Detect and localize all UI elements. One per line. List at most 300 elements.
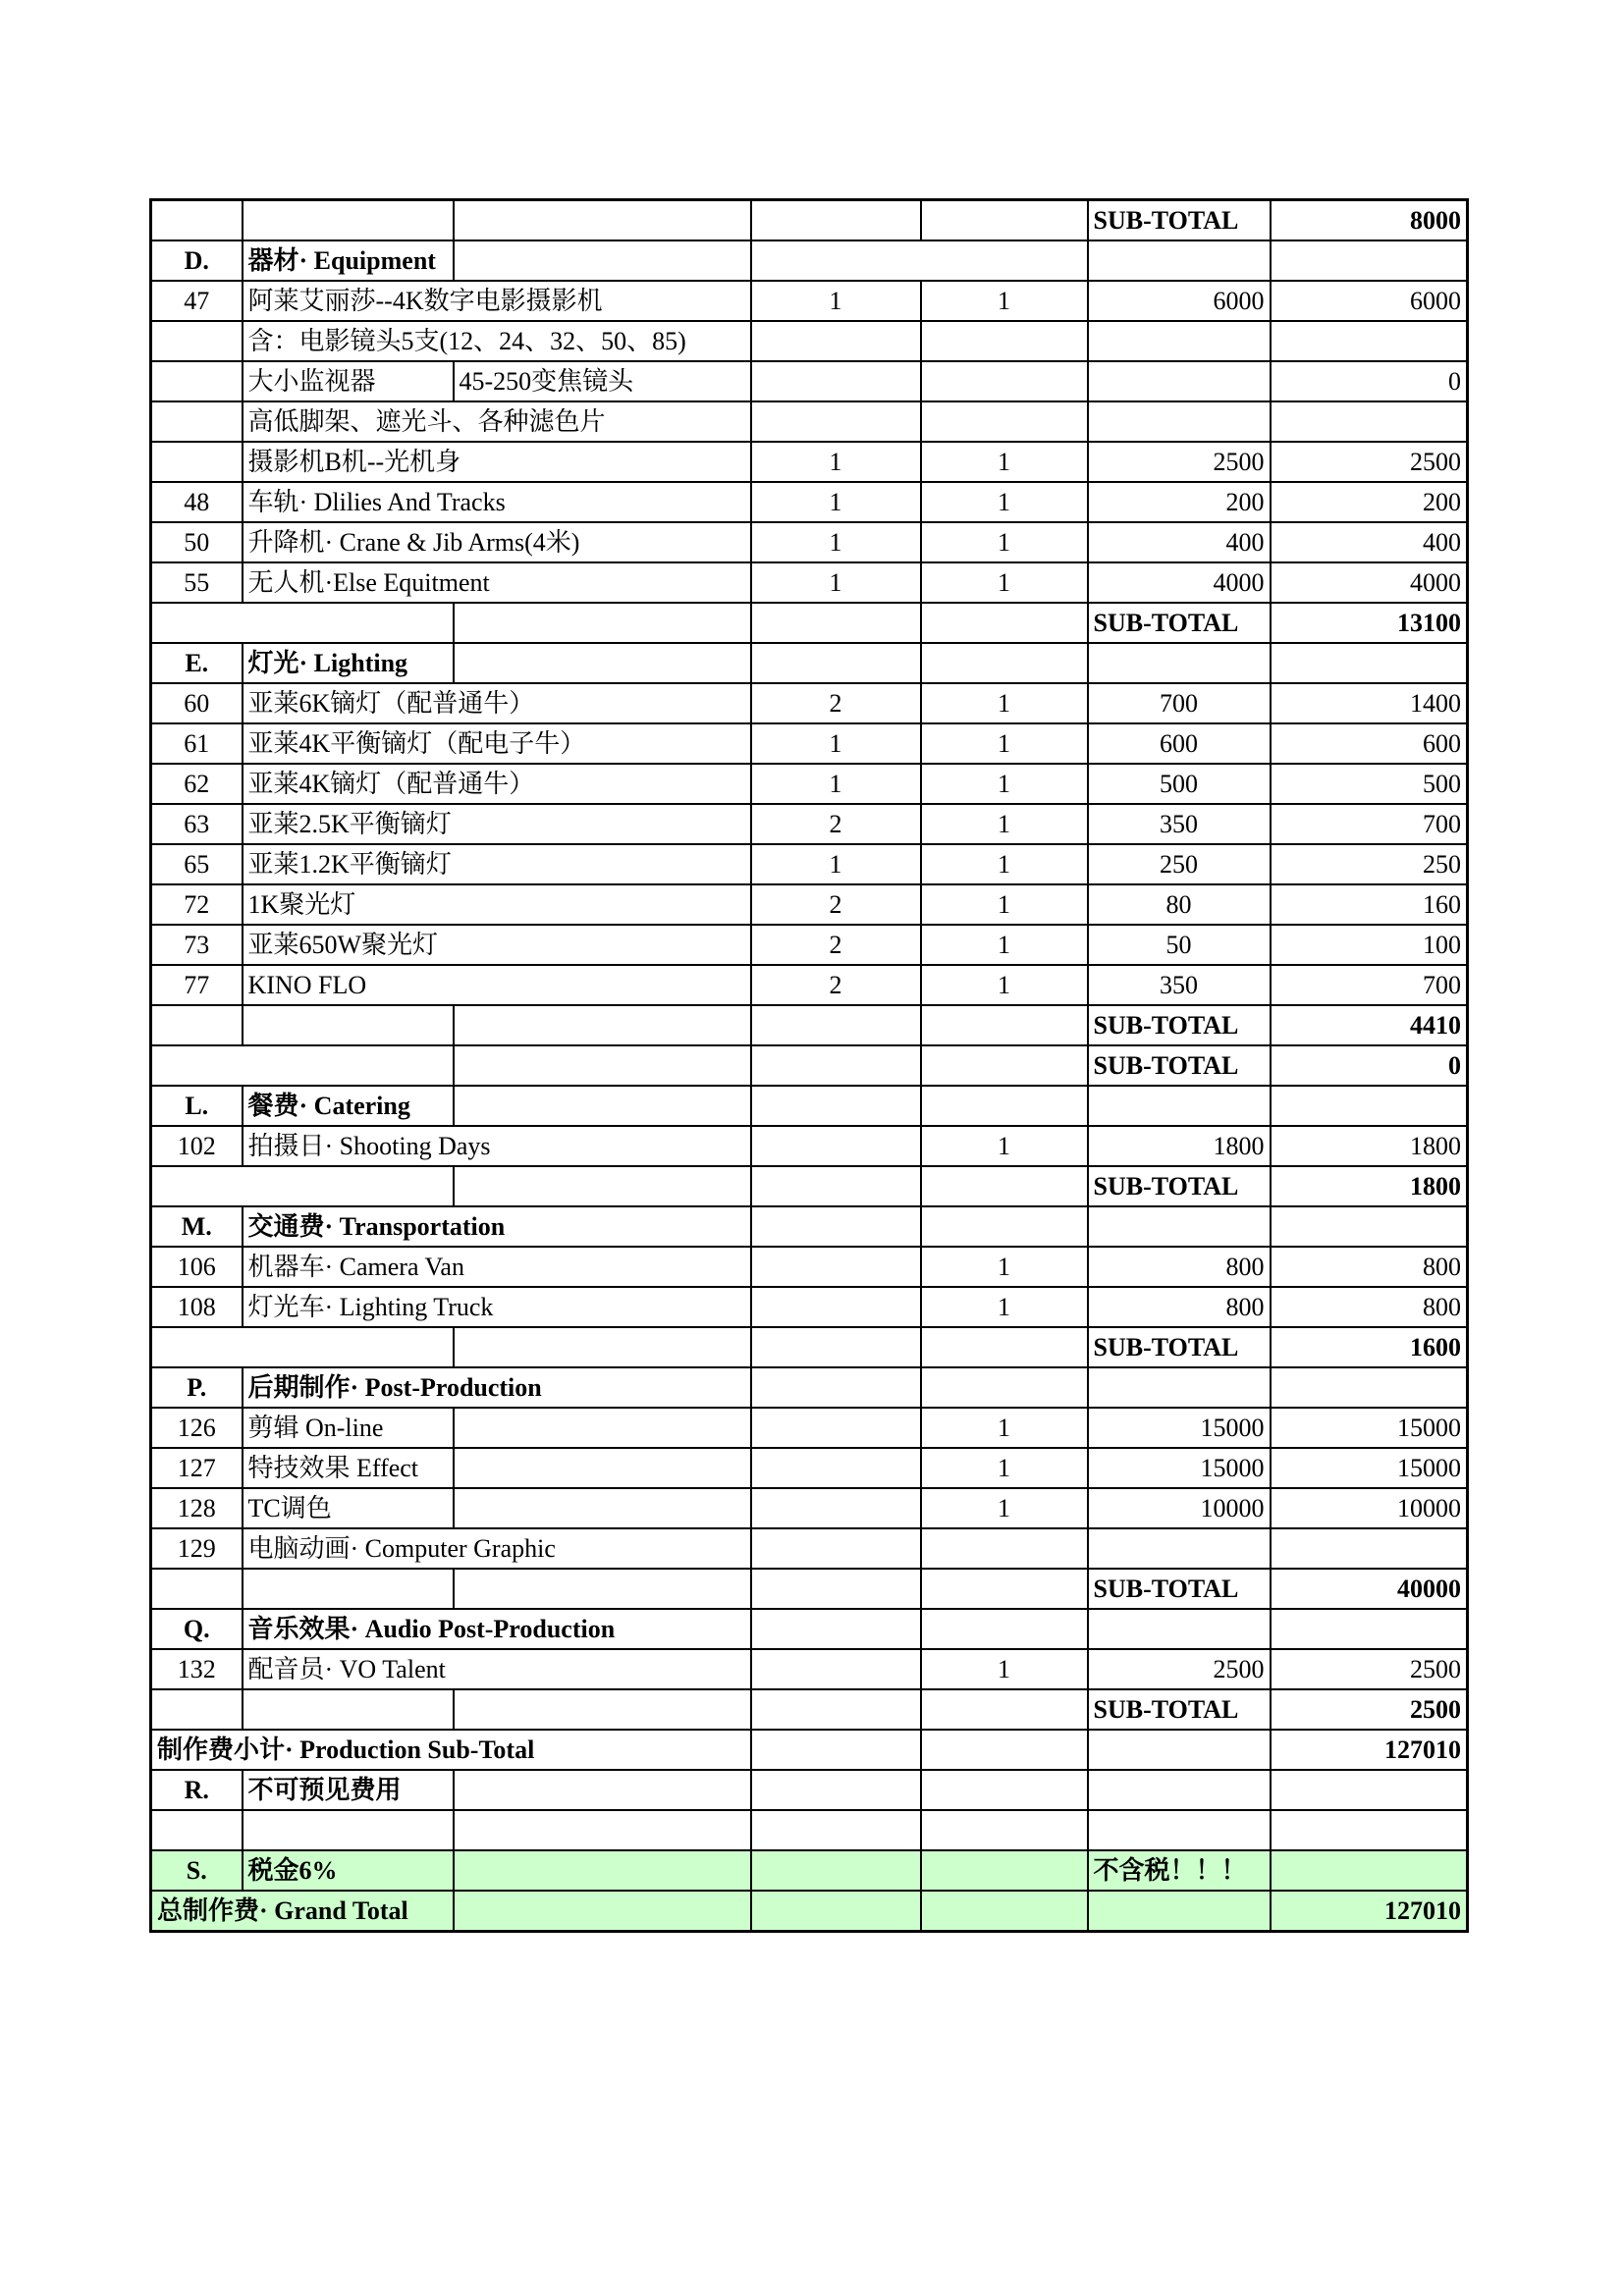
table-row [151, 1408, 1468, 1448]
table-cell: L. [151, 1086, 243, 1126]
table-cell [151, 1689, 243, 1730]
table-cell [751, 1689, 921, 1730]
table-cell: 1 [921, 1448, 1088, 1488]
table-row [151, 1166, 1468, 1206]
table-cell [921, 401, 1088, 442]
table-cell: 1 [921, 281, 1088, 321]
table-cell [751, 1005, 921, 1045]
table-cell: 音乐效果· Audio Post-Production [243, 1609, 751, 1649]
budget-table [149, 198, 1469, 1933]
table-cell [1271, 401, 1468, 442]
table-cell [751, 1327, 921, 1367]
table-cell [921, 1689, 1088, 1730]
table-cell: 1 [751, 562, 921, 603]
table-cell [454, 240, 751, 281]
table-cell: 大小监视器 [243, 361, 454, 401]
table-cell: 2 [751, 884, 921, 925]
table-cell [454, 643, 751, 683]
table-cell [751, 1609, 921, 1649]
table-cell [751, 321, 921, 361]
table-cell [151, 1005, 243, 1045]
table-cell: 60 [151, 683, 243, 723]
table-cell: 40000 [1271, 1569, 1468, 1609]
table-cell [151, 1810, 243, 1850]
table-cell [1271, 1810, 1468, 1850]
table-cell: 1 [921, 683, 1088, 723]
table-cell: 1 [751, 281, 921, 321]
table-cell: 亚莱6K镝灯（配普通牛） [243, 683, 751, 723]
table-cell: 4410 [1271, 1005, 1468, 1045]
table-cell: 2500 [1271, 1689, 1468, 1730]
table-row [151, 1206, 1468, 1247]
table-cell: 制作费小计· Production Sub-Total [151, 1730, 751, 1770]
table-cell [454, 1850, 751, 1891]
table-cell: 交通费· Transportation [243, 1206, 751, 1247]
table-cell: 2500 [1088, 442, 1271, 482]
table-cell: 税金6% [243, 1850, 454, 1891]
table-cell [921, 1045, 1088, 1086]
table-cell: 1 [921, 1247, 1088, 1287]
table-cell [1088, 643, 1271, 683]
table-cell: 108 [151, 1287, 243, 1327]
table-cell [751, 1247, 921, 1287]
table-cell: 车轨· Dlilies And Tracks [243, 482, 751, 522]
table-cell: 47 [151, 281, 243, 321]
table-cell [1088, 1528, 1271, 1569]
table-row [151, 925, 1468, 965]
table-cell: 1 [751, 844, 921, 884]
table-cell: 1 [921, 965, 1088, 1005]
table-cell: 2500 [1088, 1649, 1271, 1689]
table-cell: 800 [1088, 1287, 1271, 1327]
table-cell [921, 1850, 1088, 1891]
table-cell: 100 [1271, 925, 1468, 965]
table-cell [243, 200, 454, 241]
table-cell: M. [151, 1206, 243, 1247]
table-cell [921, 1609, 1088, 1649]
table-cell: 1 [921, 442, 1088, 482]
table-cell: 2 [751, 804, 921, 844]
table-cell: 1 [921, 1408, 1088, 1448]
table-cell [751, 200, 921, 241]
table-cell [151, 361, 243, 401]
table-cell [454, 1448, 751, 1488]
table-cell: 器材· Equipment [243, 240, 454, 281]
table-row [151, 1730, 1468, 1770]
table-cell [1088, 321, 1271, 361]
table-cell [921, 1367, 1088, 1408]
table-cell [1088, 1367, 1271, 1408]
table-cell [1088, 1810, 1271, 1850]
table-row [151, 1126, 1468, 1166]
table-cell [1088, 1086, 1271, 1126]
table-cell [751, 1287, 921, 1327]
table-row [151, 442, 1468, 482]
table-cell [151, 200, 243, 241]
table-row [151, 1569, 1468, 1609]
table-cell [921, 1086, 1088, 1126]
table-cell [151, 1327, 454, 1367]
table-cell: 15000 [1271, 1448, 1468, 1488]
table-cell: 剪辑 On-line [243, 1408, 454, 1448]
table-cell: 1800 [1088, 1126, 1271, 1166]
table-row [151, 603, 1468, 643]
table-cell: 1400 [1271, 683, 1468, 723]
table-cell [921, 603, 1088, 643]
table-cell [751, 603, 921, 643]
table-cell: 1 [921, 764, 1088, 804]
table-cell: 132 [151, 1649, 243, 1689]
table-cell: 亚莱650W聚光灯 [243, 925, 751, 965]
table-cell [921, 321, 1088, 361]
budget-table-body [151, 200, 1468, 1932]
table-cell [454, 1327, 751, 1367]
table-cell: Q. [151, 1609, 243, 1649]
table-cell: 亚莱1.2K平衡镝灯 [243, 844, 751, 884]
table-cell [1271, 321, 1468, 361]
table-cell: 摄影机B机--光机身 [243, 442, 751, 482]
table-cell: 128 [151, 1488, 243, 1528]
table-cell [751, 401, 921, 442]
table-cell [151, 603, 454, 643]
table-cell: 1 [921, 804, 1088, 844]
table-cell: 200 [1088, 482, 1271, 522]
table-cell: 200 [1271, 482, 1468, 522]
table-row [151, 884, 1468, 925]
table-cell [921, 1891, 1088, 1932]
table-cell: 不含税！！！ [1088, 1850, 1271, 1891]
table-cell: 亚莱4K平衡镝灯（配电子牛） [243, 723, 751, 764]
table-cell [151, 1569, 243, 1609]
table-cell: 不可预见费用 [243, 1770, 454, 1810]
table-cell [454, 1166, 751, 1206]
table-cell [1088, 1206, 1271, 1247]
table-cell: 126 [151, 1408, 243, 1448]
table-cell: 13100 [1271, 603, 1468, 643]
table-cell: 1 [921, 884, 1088, 925]
table-cell [751, 1569, 921, 1609]
table-cell: 800 [1271, 1287, 1468, 1327]
table-row [151, 361, 1468, 401]
table-cell: 350 [1088, 965, 1271, 1005]
table-cell [751, 1086, 921, 1126]
table-row [151, 764, 1468, 804]
table-cell: 15000 [1088, 1408, 1271, 1448]
table-cell: 129 [151, 1528, 243, 1569]
table-cell [751, 1891, 921, 1932]
table-cell: 1 [921, 1488, 1088, 1528]
table-cell: 48 [151, 482, 243, 522]
table-cell [1088, 1730, 1271, 1770]
table-cell: 6000 [1088, 281, 1271, 321]
table-cell [454, 1045, 751, 1086]
table-cell [243, 1689, 454, 1730]
table-cell [454, 1488, 751, 1528]
table-cell [751, 1528, 921, 1569]
table-row [151, 1891, 1468, 1932]
table-cell: 73 [151, 925, 243, 965]
table-row [151, 1448, 1468, 1488]
table-cell [921, 1569, 1088, 1609]
table-cell [454, 200, 751, 241]
table-row [151, 482, 1468, 522]
table-row [151, 1649, 1468, 1689]
table-cell: 4000 [1088, 562, 1271, 603]
table-cell: 700 [1088, 683, 1271, 723]
table-cell: SUB-TOTAL [1088, 1327, 1271, 1367]
table-row [151, 1367, 1468, 1408]
table-cell: 1 [751, 723, 921, 764]
table-cell: 1 [921, 1126, 1088, 1166]
table-cell: 700 [1271, 965, 1468, 1005]
table-cell: SUB-TOTAL [1088, 1569, 1271, 1609]
table-row [151, 844, 1468, 884]
table-cell: P. [151, 1367, 243, 1408]
table-cell: 灯光· Lighting [243, 643, 454, 683]
table-cell: 500 [1088, 764, 1271, 804]
table-row [151, 562, 1468, 603]
table-cell [454, 1891, 751, 1932]
table-cell [1088, 1609, 1271, 1649]
table-cell [1271, 240, 1468, 281]
table-cell: 高低脚架、遮光斗、各种滤色片 [243, 401, 751, 442]
table-cell: 160 [1271, 884, 1468, 925]
table-cell: 50 [1088, 925, 1271, 965]
table-cell: 15000 [1271, 1408, 1468, 1448]
table-cell [751, 1126, 921, 1166]
table-cell: 65 [151, 844, 243, 884]
table-row [151, 1287, 1468, 1327]
table-cell: 1 [921, 482, 1088, 522]
table-row [151, 1689, 1468, 1730]
table-cell: 1 [921, 723, 1088, 764]
table-cell [921, 1166, 1088, 1206]
table-row [151, 643, 1468, 683]
table-row [151, 1327, 1468, 1367]
table-cell: 升降机· Crane & Jib Arms(4米) [243, 522, 751, 562]
table-cell: 1 [751, 482, 921, 522]
table-cell: 400 [1088, 522, 1271, 562]
table-cell: E. [151, 643, 243, 683]
table-cell: 1600 [1271, 1327, 1468, 1367]
table-cell: SUB-TOTAL [1088, 1166, 1271, 1206]
table-cell [751, 1810, 921, 1850]
table-cell [1088, 1891, 1271, 1932]
table-cell: 600 [1088, 723, 1271, 764]
table-cell [1271, 1609, 1468, 1649]
table-cell: 0 [1271, 1045, 1468, 1086]
table-cell: KINO FLO [243, 965, 751, 1005]
table-cell [751, 1045, 921, 1086]
table-cell [751, 1649, 921, 1689]
table-cell: 250 [1088, 844, 1271, 884]
table-cell: 灯光车· Lighting Truck [243, 1287, 751, 1327]
table-cell [1271, 1850, 1468, 1891]
table-cell: 80 [1088, 884, 1271, 925]
table-cell [751, 1770, 921, 1810]
table-cell: 500 [1271, 764, 1468, 804]
table-cell: 63 [151, 804, 243, 844]
table-cell: 6000 [1271, 281, 1468, 321]
table-cell [751, 1408, 921, 1448]
table-cell: 含：电影镜头5支(12、24、32、50、85) [243, 321, 751, 361]
table-cell: 总制作费· Grand Total [151, 1891, 454, 1932]
table-row [151, 1005, 1468, 1045]
table-cell [751, 1448, 921, 1488]
table-cell: 1 [921, 925, 1088, 965]
table-cell [243, 1569, 454, 1609]
table-cell: 2 [751, 683, 921, 723]
table-cell: 1800 [1271, 1126, 1468, 1166]
table-cell [1271, 1367, 1468, 1408]
table-row [151, 1810, 1468, 1850]
table-cell: 亚莱4K镝灯（配普通牛） [243, 764, 751, 804]
table-cell [454, 1569, 751, 1609]
table-cell [1088, 1770, 1271, 1810]
table-cell: SUB-TOTAL [1088, 1045, 1271, 1086]
table-cell [454, 1005, 751, 1045]
table-cell: 127010 [1271, 1891, 1468, 1932]
table-cell: 0 [1271, 361, 1468, 401]
table-row [151, 1770, 1468, 1810]
table-cell: 350 [1088, 804, 1271, 844]
table-cell: 8000 [1271, 200, 1468, 241]
table-cell: 电脑动画· Computer Graphic [243, 1528, 751, 1569]
table-cell [921, 1005, 1088, 1045]
table-cell: 10000 [1088, 1488, 1271, 1528]
table-cell [921, 1528, 1088, 1569]
table-cell [1271, 643, 1468, 683]
table-cell: 106 [151, 1247, 243, 1287]
table-cell [454, 1689, 751, 1730]
table-cell: 600 [1271, 723, 1468, 764]
table-cell [751, 1166, 921, 1206]
table-cell: 1 [751, 764, 921, 804]
table-cell [751, 1488, 921, 1528]
table-cell [1088, 401, 1271, 442]
table-cell: 2 [751, 925, 921, 965]
table-cell: 无人机·Else Equitment [243, 562, 751, 603]
table-cell: 1 [921, 562, 1088, 603]
table-cell: 1 [921, 1287, 1088, 1327]
table-cell [1271, 1086, 1468, 1126]
table-cell: SUB-TOTAL [1088, 200, 1271, 241]
table-row [151, 200, 1468, 241]
table-cell: 61 [151, 723, 243, 764]
table-cell: 特技效果 Effect [243, 1448, 454, 1488]
table-cell [1271, 1770, 1468, 1810]
table-cell: 55 [151, 562, 243, 603]
table-cell: 1 [921, 1649, 1088, 1689]
table-cell [454, 603, 751, 643]
table-cell: S. [151, 1850, 243, 1891]
table-cell [454, 1086, 751, 1126]
table-cell: 1 [751, 442, 921, 482]
table-cell: 1 [921, 522, 1088, 562]
table-cell [1271, 1206, 1468, 1247]
table-row [151, 240, 1468, 281]
table-cell: 餐费· Catering [243, 1086, 454, 1126]
table-cell [921, 1730, 1088, 1770]
table-cell: 127 [151, 1448, 243, 1488]
table-cell: 250 [1271, 844, 1468, 884]
table-cell [751, 1850, 921, 1891]
table-row [151, 965, 1468, 1005]
table-cell: 拍摄日· Shooting Days [243, 1126, 751, 1166]
table-cell [1088, 361, 1271, 401]
table-cell [921, 1770, 1088, 1810]
table-cell [751, 1367, 921, 1408]
table-cell: 1 [751, 522, 921, 562]
table-cell: 400 [1271, 522, 1468, 562]
table-cell: 机器车· Camera Van [243, 1247, 751, 1287]
table-row [151, 1609, 1468, 1649]
table-cell: 2500 [1271, 442, 1468, 482]
table-cell: 62 [151, 764, 243, 804]
table-cell: 1 [921, 844, 1088, 884]
table-cell [454, 1810, 751, 1850]
table-cell: SUB-TOTAL [1088, 1689, 1271, 1730]
table-cell [921, 1327, 1088, 1367]
table-cell: 4000 [1271, 562, 1468, 603]
table-cell: 亚莱2.5K平衡镝灯 [243, 804, 751, 844]
table-cell [151, 442, 243, 482]
table-cell: 127010 [1271, 1730, 1468, 1770]
table-cell [1271, 1528, 1468, 1569]
table-cell: 102 [151, 1126, 243, 1166]
table-cell: SUB-TOTAL [1088, 1005, 1271, 1045]
table-cell [454, 1770, 751, 1810]
table-cell: 50 [151, 522, 243, 562]
table-cell: 1K聚光灯 [243, 884, 751, 925]
table-row [151, 804, 1468, 844]
table-cell: 2 [751, 965, 921, 1005]
table-row [151, 321, 1468, 361]
table-cell: SUB-TOTAL [1088, 603, 1271, 643]
table-cell [151, 321, 243, 361]
table-cell [151, 1166, 454, 1206]
table-row [151, 522, 1468, 562]
table-row [151, 1045, 1468, 1086]
table-cell [751, 240, 1088, 281]
table-cell [921, 1810, 1088, 1850]
table-row [151, 1850, 1468, 1891]
table-cell: 45-250变焦镜头 [454, 361, 751, 401]
table-row [151, 1086, 1468, 1126]
table-cell [751, 643, 921, 683]
table-cell [243, 1810, 454, 1850]
table-cell: R. [151, 1770, 243, 1810]
table-cell [751, 361, 921, 401]
table-row [151, 1247, 1468, 1287]
table-cell [151, 401, 243, 442]
table-cell: 800 [1271, 1247, 1468, 1287]
table-cell: 800 [1088, 1247, 1271, 1287]
table-cell [921, 361, 1088, 401]
table-row [151, 683, 1468, 723]
table-cell [151, 1045, 454, 1086]
table-row [151, 723, 1468, 764]
table-cell [1088, 240, 1271, 281]
table-cell: 阿莱艾丽莎--4K数字电影摄影机 [243, 281, 751, 321]
table-cell [751, 1730, 921, 1770]
table-cell: D. [151, 240, 243, 281]
table-cell [921, 643, 1088, 683]
table-cell: 77 [151, 965, 243, 1005]
table-cell: 72 [151, 884, 243, 925]
table-cell: 配音员· VO Talent [243, 1649, 751, 1689]
table-row [151, 1488, 1468, 1528]
